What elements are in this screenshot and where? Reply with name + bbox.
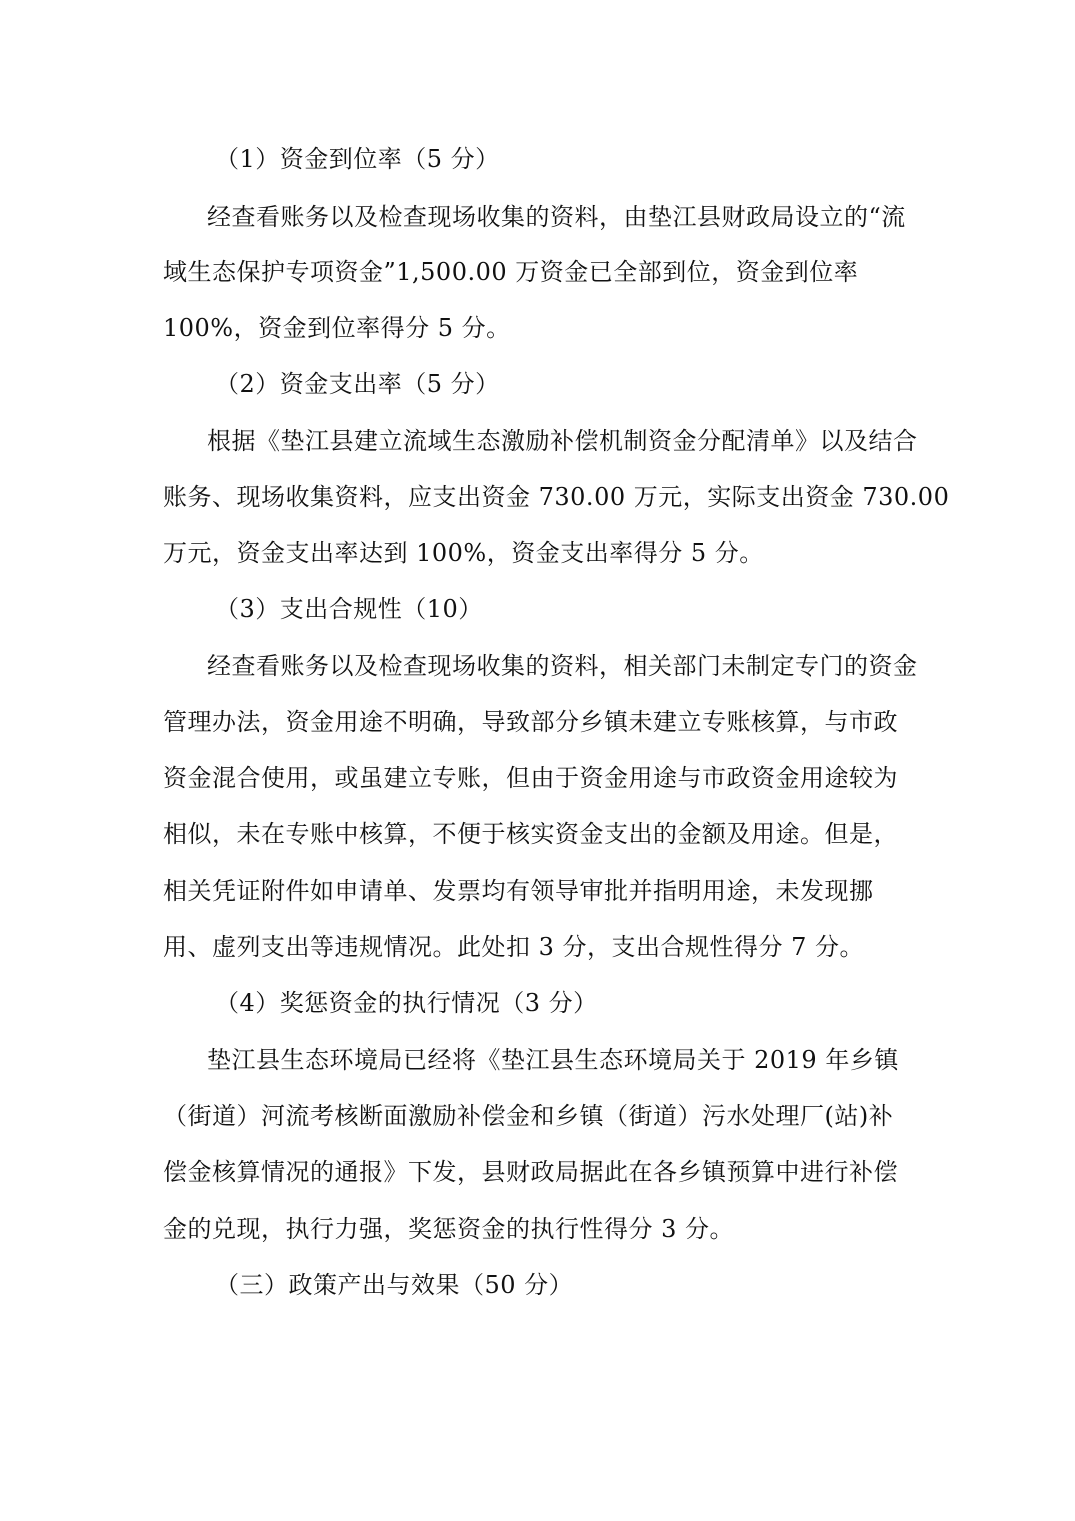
heading-fund-arrival-rate: （1）资金到位率（5 分） — [215, 145, 500, 173]
heading-policy-output-effect: （三）政策产出与效果（50 分） — [215, 1271, 574, 1299]
heading-reward-penalty-execution: （4）奖惩资金的执行情况（3 分） — [215, 989, 598, 1017]
paragraph-line: 相似，未在专账中核算，不便于核实资金支出的金额及用途。但是， — [163, 820, 898, 848]
paragraph-line: 资金混合使用，或虽建立专账，但由于资金用途与市政资金用途较为 — [163, 764, 898, 792]
paragraph-line: 用、虚列支出等违规情况。此处扣 3 分，支出合规性得分 7 分。 — [163, 933, 865, 961]
paragraph-line: 域生态保护专项资金”1,500.00 万资金已全部到位，资金到位率 — [163, 258, 859, 286]
paragraph-line: 管理办法，资金用途不明确，导致部分乡镇未建立专账核算，与市政 — [163, 708, 898, 736]
paragraph-line: 垫江县生态环境局已经将《垫江县生态环境局关于 2019 年乡镇 — [207, 1046, 899, 1074]
paragraph-line: 偿金核算情况的通报》下发，县财政局据此在各乡镇预算中进行补偿 — [163, 1158, 898, 1186]
paragraph-line: 100%，资金到位率得分 5 分。 — [163, 314, 511, 342]
paragraph-line: 万元，资金支出率达到 100%，资金支出率得分 5 分。 — [163, 539, 764, 567]
paragraph-line: 经查看账务以及检查现场收集的资料，相关部门未制定专门的资金 — [207, 652, 918, 680]
paragraph-line: 账务、现场收集资料，应支出资金 730.00 万元，实际支出资金 730.00 — [163, 483, 950, 511]
paragraph-line: 金的兑现，执行力强，奖惩资金的执行性得分 3 分。 — [163, 1215, 735, 1243]
paragraph-line: 根据《垫江县建立流域生态激励补偿机制资金分配清单》以及结合 — [207, 427, 918, 455]
paragraph-line: 经查看账务以及检查现场收集的资料，由垫江县财政局设立的“流 — [207, 203, 906, 231]
paragraph-line: 相关凭证附件如申请单、发票均有领导审批并指明用途，未发现挪 — [163, 877, 874, 905]
heading-fund-expenditure-rate: （2）资金支出率（5 分） — [215, 370, 500, 398]
heading-expenditure-compliance: （3）支出合规性（10） — [215, 595, 483, 623]
paragraph-line: （街道）河流考核断面激励补偿金和乡镇（街道）污水处理厂(站)补 — [163, 1102, 894, 1130]
